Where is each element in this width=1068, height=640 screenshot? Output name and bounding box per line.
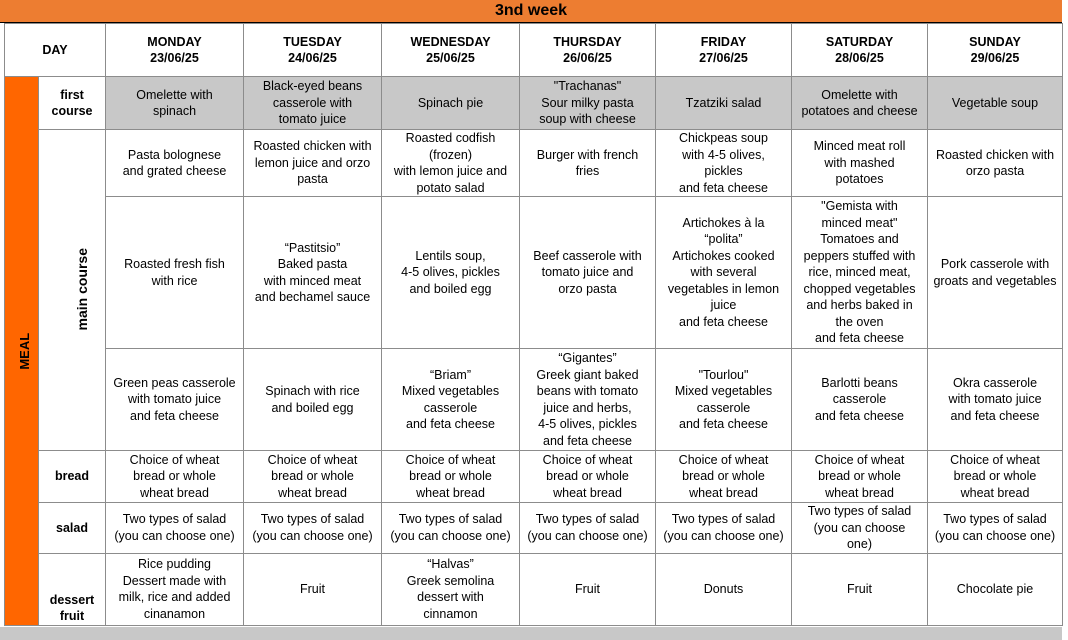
day-date: 29/06/25 — [970, 51, 1020, 65]
main-course-2-monday: Roasted fresh fish with rice — [106, 197, 244, 349]
main-course-2-tuesday: “Pastitsio” Baked pasta with minced meat and bechamel sauce — [244, 197, 382, 349]
dessert-saturday: Fruit — [792, 553, 928, 625]
day-name: SATURDAY — [825, 34, 894, 49]
main-course-row-2 — [5, 197, 1063, 349]
first-course-tuesday: Black-eyed beans casserole with tomato juice — [244, 77, 382, 130]
week-title-bar — [0, 0, 1062, 23]
main-course-1-thursday: Burger with french fries — [520, 130, 656, 197]
main-course-2-wednesday: Lentils soup, 4-5 olives, pickles and boiled egg — [382, 197, 520, 349]
main-course-label-cell — [39, 130, 106, 451]
day-header-tuesday — [244, 24, 382, 77]
footer-bar — [0, 627, 1062, 640]
day-date: 25/06/25 — [426, 51, 475, 65]
bread-row — [5, 451, 1063, 503]
main-course-2-friday: Artichokes à la “polita” Artichokes cooked with several vegetables in lemon juice and feta cheese — [656, 197, 792, 349]
first-course-sunday: Vegetable soup — [928, 77, 1063, 130]
day-header-monday — [106, 24, 244, 77]
dessert-friday: Donuts — [656, 553, 792, 625]
day-name: MONDAY — [147, 34, 202, 49]
main-course-label: main course — [73, 248, 90, 331]
main-course-1-friday: Chickpeas soup with 4-5 olives, pickles and feta cheese — [656, 130, 792, 197]
first-course-monday: Omelette with spinach — [106, 77, 244, 130]
main-course-row-1 — [5, 130, 1063, 197]
main-course-row-3 — [5, 349, 1063, 451]
dessert-wednesday: “Halvas” Greek semolina dessert with cinnamon — [382, 553, 520, 625]
first-course-row — [5, 77, 1063, 130]
main-course-1-sunday: Roasted chicken with orzo pasta — [928, 130, 1063, 197]
salad-wednesday: Two types of salad (you can choose one) — [382, 503, 520, 554]
main-course-3-wednesday: “Briam” Mixed vegetables casserole and feta cheese — [382, 349, 520, 451]
salad-row — [5, 503, 1063, 554]
day-header-wednesday — [382, 24, 520, 77]
main-course-2-saturday: "Gemista with minced meat" Tomatoes and peppers stuffed with rice, minced meat, chopped vegetables and herbs baked in the oven and feta cheese — [792, 197, 928, 349]
salad-tuesday: Two types of salad (you can choose one) — [244, 503, 382, 554]
salad-friday: Two types of salad (you can choose one) — [656, 503, 792, 554]
bread-thursday: Choice of wheat bread or whole wheat bread — [520, 451, 656, 503]
first-course-wednesday: Spinach pie — [382, 77, 520, 130]
day-date: 28/06/25 — [835, 51, 884, 65]
day-name: TUESDAY — [283, 34, 342, 49]
main-course-1-saturday: Minced meat roll with mashed potatoes — [792, 130, 928, 197]
dessert-label: dessert fruit — [39, 553, 106, 625]
main-course-1-monday: Pasta bolognese and grated cheese — [106, 130, 244, 197]
bread-wednesday: Choice of wheat bread or whole wheat bread — [382, 451, 520, 503]
day-header-thursday — [520, 24, 656, 77]
dessert-monday: Rice pudding Dessert made with milk, rice and added cinanamon — [106, 553, 244, 625]
bread-monday: Choice of wheat bread or whole wheat bread — [106, 451, 244, 503]
main-course-3-monday: Green peas casserole with tomato juice and feta cheese — [106, 349, 244, 451]
day-label: DAY — [5, 24, 106, 77]
main-course-2-thursday: Beef casserole with tomato juice and orzo pasta — [520, 197, 656, 349]
day-name: SUNDAY — [969, 34, 1021, 49]
bread-sunday: Choice of wheat bread or whole wheat bread — [928, 451, 1063, 503]
main-course-3-thursday: “Gigantes” Greek giant baked beans with tomato juice and herbs, 4-5 olives, pickles and feta cheese — [520, 349, 656, 451]
main-course-1-wednesday: Roasted codfish (frozen) with lemon juice and potato salad — [382, 130, 520, 197]
dessert-thursday: Fruit — [520, 553, 656, 625]
main-course-3-tuesday: Spinach with rice and boiled egg — [244, 349, 382, 451]
salad-monday: Two types of salad (you can choose one) — [106, 503, 244, 554]
main-course-2-sunday: Pork casserole with groats and vegetables — [928, 197, 1063, 349]
bread-tuesday: Choice of wheat bread or whole wheat bread — [244, 451, 382, 503]
day-date: 27/06/25 — [699, 51, 748, 65]
first-course-label: first course — [39, 77, 106, 130]
first-course-saturday: Omelette with potatoes and cheese — [792, 77, 928, 130]
main-course-1-tuesday: Roasted chicken with lemon juice and orzo pasta — [244, 130, 382, 197]
dessert-sunday: Chocolate pie — [928, 553, 1063, 625]
salad-label: salad — [39, 503, 106, 554]
day-date: 26/06/25 — [563, 51, 612, 65]
main-course-3-friday: "Tourlou" Mixed vegetables casserole and feta cheese — [656, 349, 792, 451]
meal-label: MEAL — [17, 332, 33, 370]
first-course-thursday: "Trachanas" Sour milky pasta soup with cheese — [520, 77, 656, 130]
main-course-3-saturday: Barlotti beans casserole and feta cheese — [792, 349, 928, 451]
day-header-saturday — [792, 24, 928, 77]
day-name: THURSDAY — [553, 34, 622, 49]
week-title: 3nd week — [494, 2, 568, 19]
day-date: 23/06/25 — [150, 51, 199, 65]
day-date: 24/06/25 — [288, 51, 337, 65]
salad-thursday: Two types of salad (you can choose one) — [520, 503, 656, 554]
salad-sunday: Two types of salad (you can choose one) — [928, 503, 1063, 554]
meal-label-cell — [5, 77, 39, 626]
bread-saturday: Choice of wheat bread or whole wheat bread — [792, 451, 928, 503]
bread-friday: Choice of wheat bread or whole wheat bread — [656, 451, 792, 503]
main-course-3-sunday: Okra casserole with tomato juice and feta cheese — [928, 349, 1063, 451]
salad-saturday: Two types of salad (you can choose one) — [792, 503, 928, 554]
day-header-row — [5, 24, 1063, 77]
bread-label: bread — [39, 451, 106, 503]
weekly-menu-table — [4, 23, 1063, 626]
dessert-tuesday: Fruit — [244, 553, 382, 625]
day-name: WEDNESDAY — [410, 34, 491, 49]
day-header-sunday — [928, 24, 1063, 77]
day-name: FRIDAY — [700, 34, 747, 49]
first-course-friday: Tzatziki salad — [656, 77, 792, 130]
dessert-row — [5, 553, 1063, 625]
day-header-friday — [656, 24, 792, 77]
